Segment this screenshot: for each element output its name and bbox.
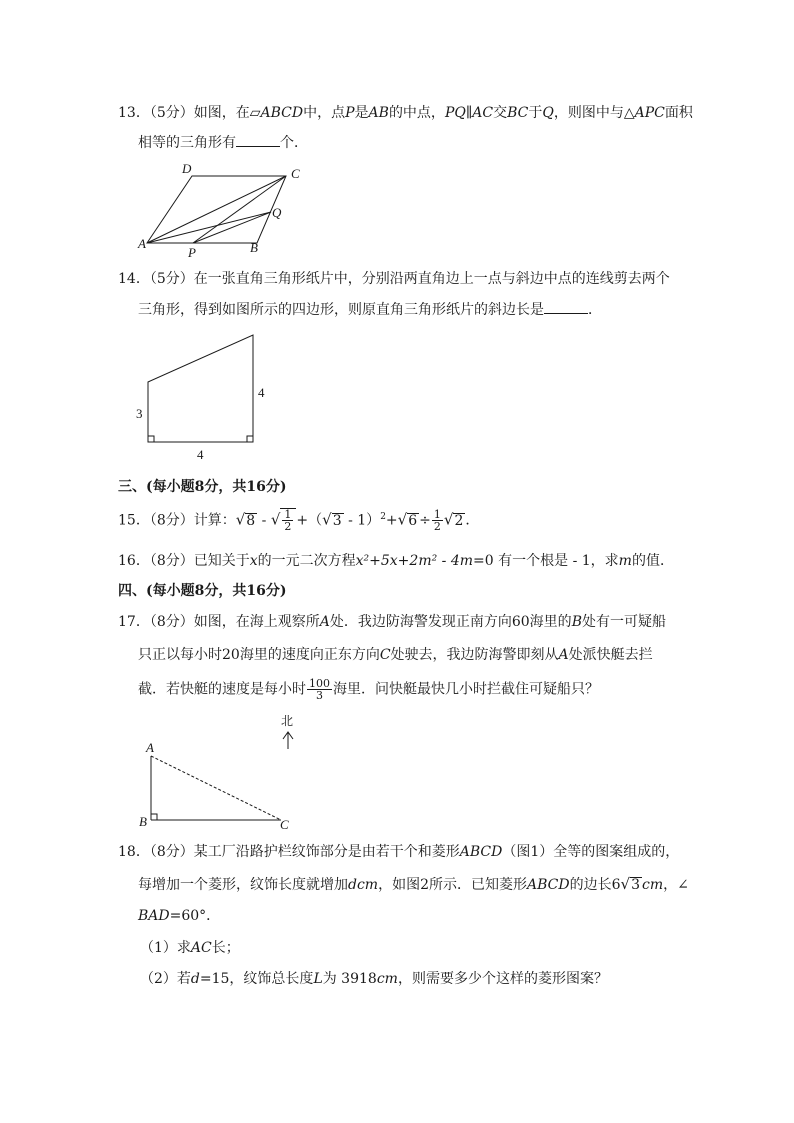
q18-text: ，如图2所示．已知菱形 xyxy=(378,877,527,893)
q16-text: 的一元二次方程 xyxy=(257,553,356,569)
q13-point-q: Q xyxy=(542,105,554,121)
q15-text: 15．（8分）计算： xyxy=(118,512,236,529)
q18-sqrt-3: 3 xyxy=(631,877,641,893)
q13-text: 交 xyxy=(493,105,508,121)
q14-text: 三角形，得到如图所示的四边形，则原直角三角形纸片的斜边长是 xyxy=(138,302,544,318)
q16-text: 16．（8分）已知关于 xyxy=(118,553,250,569)
q18-segment-ac: AC xyxy=(190,940,212,956)
q13-point-p: P xyxy=(345,105,355,121)
q17-label-b: B xyxy=(139,814,147,829)
q16-equation: x²+5x+2m² - 4m xyxy=(355,553,474,569)
q17-text: 截．若快艇的速度是每小时 xyxy=(138,681,306,698)
q13-text: 面积 xyxy=(664,105,693,121)
q15-frac-denominator: 2 xyxy=(433,520,441,534)
sqrt-icon: √ xyxy=(620,875,631,893)
q15-frac-numerator: 1 xyxy=(433,508,441,522)
q18-text: 为 3918 xyxy=(322,971,377,987)
q16-text: =0 有一个根是 - 1，求 xyxy=(473,553,619,569)
q15-divide: ÷ xyxy=(419,512,431,529)
q18-variable-l: L xyxy=(313,971,323,987)
q13-label-a: A xyxy=(138,236,146,251)
q18-sub1 xyxy=(140,939,240,957)
q17-text: 处驶去，我边防海警即刻从 xyxy=(390,647,559,663)
q17-text: 海里．问快艇最快几小时拦截住可疑船只？ xyxy=(333,681,599,698)
q15-sqrt-2: 2 xyxy=(454,512,464,529)
q18-length-d: dcm xyxy=(348,877,379,893)
q18-variable-d: d xyxy=(190,971,200,987)
q13-text: 于 xyxy=(528,105,543,121)
sqrt-icon: √ xyxy=(235,510,246,529)
q18-sub2 xyxy=(140,970,608,988)
q16-variable-x: x xyxy=(249,553,258,569)
q18-text: 的边长 xyxy=(569,877,612,893)
q18-line1 xyxy=(118,843,679,861)
q14-text: ． xyxy=(588,302,602,318)
q18-line2 xyxy=(138,875,689,894)
q15-half-denominator: 2 xyxy=(284,520,292,534)
north-arrow-icon xyxy=(283,732,293,749)
q18-text: =60°． xyxy=(169,908,221,924)
q13-segment-ab: AB xyxy=(368,105,389,121)
q17-text: 处派快艇去拦 xyxy=(568,647,653,663)
q13-segment-bc: BC xyxy=(507,105,529,121)
q13-text: 相等的三角形有 xyxy=(138,135,236,151)
q18-unit-cm: cm xyxy=(642,877,664,893)
q13-label-c: C xyxy=(291,166,300,181)
q18-text: 长； xyxy=(211,940,240,956)
q18-text: ，则需要多少个这样的菱形图案？ xyxy=(397,971,608,987)
q13-label-d: D xyxy=(182,161,192,176)
q17-text: 处．我边防海警发现正南方向60海里的 xyxy=(329,614,572,630)
q13-parallelogram: ▱ABCD xyxy=(249,105,304,121)
q18-rhombus-abcd: ABCD xyxy=(459,844,503,860)
q13-text: 是 xyxy=(354,105,369,121)
q17-point-b: B xyxy=(571,614,582,630)
q17-speed-denominator: 3 xyxy=(316,689,323,702)
q15-plus: + xyxy=(385,512,398,529)
q18-unit-cm: cm xyxy=(376,971,398,987)
q13-pq-parallel-ac: PQ∥AC xyxy=(444,105,494,121)
q13-text: ，则图中与△ xyxy=(553,105,635,121)
q17-point-a: A xyxy=(319,614,330,630)
q17-point-c: C xyxy=(379,647,391,663)
q13-triangle-apc: APC xyxy=(634,105,665,121)
q13-text: 的中点， xyxy=(388,105,445,121)
q17-text: 只正以每小时20海里的速度向正东方向 xyxy=(138,647,380,663)
q18-coefficient: 6 xyxy=(611,877,621,893)
sqrt-icon: √ xyxy=(397,510,408,529)
q17-text: 处有一可疑船 xyxy=(581,614,666,630)
q15-text: - 1） xyxy=(343,512,381,529)
q13-label-p: P xyxy=(188,245,196,260)
q17-north-label: 北 xyxy=(281,714,294,728)
sqrt-icon: √ xyxy=(270,510,281,529)
q18-text: （图1）全等的图案组成的， xyxy=(502,844,680,860)
q17-label-a: A xyxy=(146,740,154,755)
q18-rhombus-abcd: ABCD xyxy=(527,877,570,893)
section-four-heading: 四、(每小题8分，共16分) xyxy=(118,583,287,599)
q15-text: ． xyxy=(465,512,480,529)
q13-text: 中，点 xyxy=(303,105,346,121)
q15-exponent: 2 xyxy=(380,512,386,522)
q18-text: 每增加一个菱形，纹饰长度就增加 xyxy=(138,877,348,893)
q18-angle-bad: BAD xyxy=(138,908,170,924)
q15-sqrt-6: 6 xyxy=(408,512,418,529)
q16-text: 的值． xyxy=(631,553,674,569)
q17-label-c: C xyxy=(280,817,289,832)
q18-text: =15，纹饰总长度 xyxy=(199,971,314,987)
section-three-heading: 三、(每小题8分，共16分) xyxy=(118,479,287,495)
q15-half-numerator: 1 xyxy=(284,508,292,522)
q13-label-b: B xyxy=(250,240,258,255)
q14-line1: 14．（5分）在一张直角三角形纸片中，分别沿两直角边上一点与斜边中点的连线剪去两个 xyxy=(118,271,670,287)
sqrt-icon: √ xyxy=(322,510,332,529)
q13-text: 13．（5分）如图，在 xyxy=(118,105,250,121)
q18-line3 xyxy=(138,907,220,925)
q18-text: 18．（8分）某工厂沿路护栏纹饰部分是由若干个和菱形 xyxy=(118,844,460,860)
q17-speed-numerator: 100 xyxy=(309,677,330,690)
q13-label-q: Q xyxy=(272,205,282,220)
q15-sqrt-8: 8 xyxy=(246,512,256,529)
q18-text: ，∠ xyxy=(663,877,689,893)
q18-text: （1）求 xyxy=(140,940,191,956)
q14-label-bottom: 4 xyxy=(197,447,204,462)
q14-label-left: 3 xyxy=(136,406,143,421)
q14-label-right: 4 xyxy=(258,385,265,400)
q15-sqrt-3: 3 xyxy=(332,512,342,529)
q17-point-a: A xyxy=(558,647,569,663)
q17-text: 17．（8分）如图，在海上观察所 xyxy=(118,614,320,630)
q13-text: 个． xyxy=(280,135,308,151)
q15-text: +（ xyxy=(296,512,323,529)
sqrt-icon: √ xyxy=(443,510,454,529)
q18-text: （2）若 xyxy=(140,971,191,987)
q16-variable-m: m xyxy=(618,553,632,569)
q15-minus: - xyxy=(257,512,271,529)
